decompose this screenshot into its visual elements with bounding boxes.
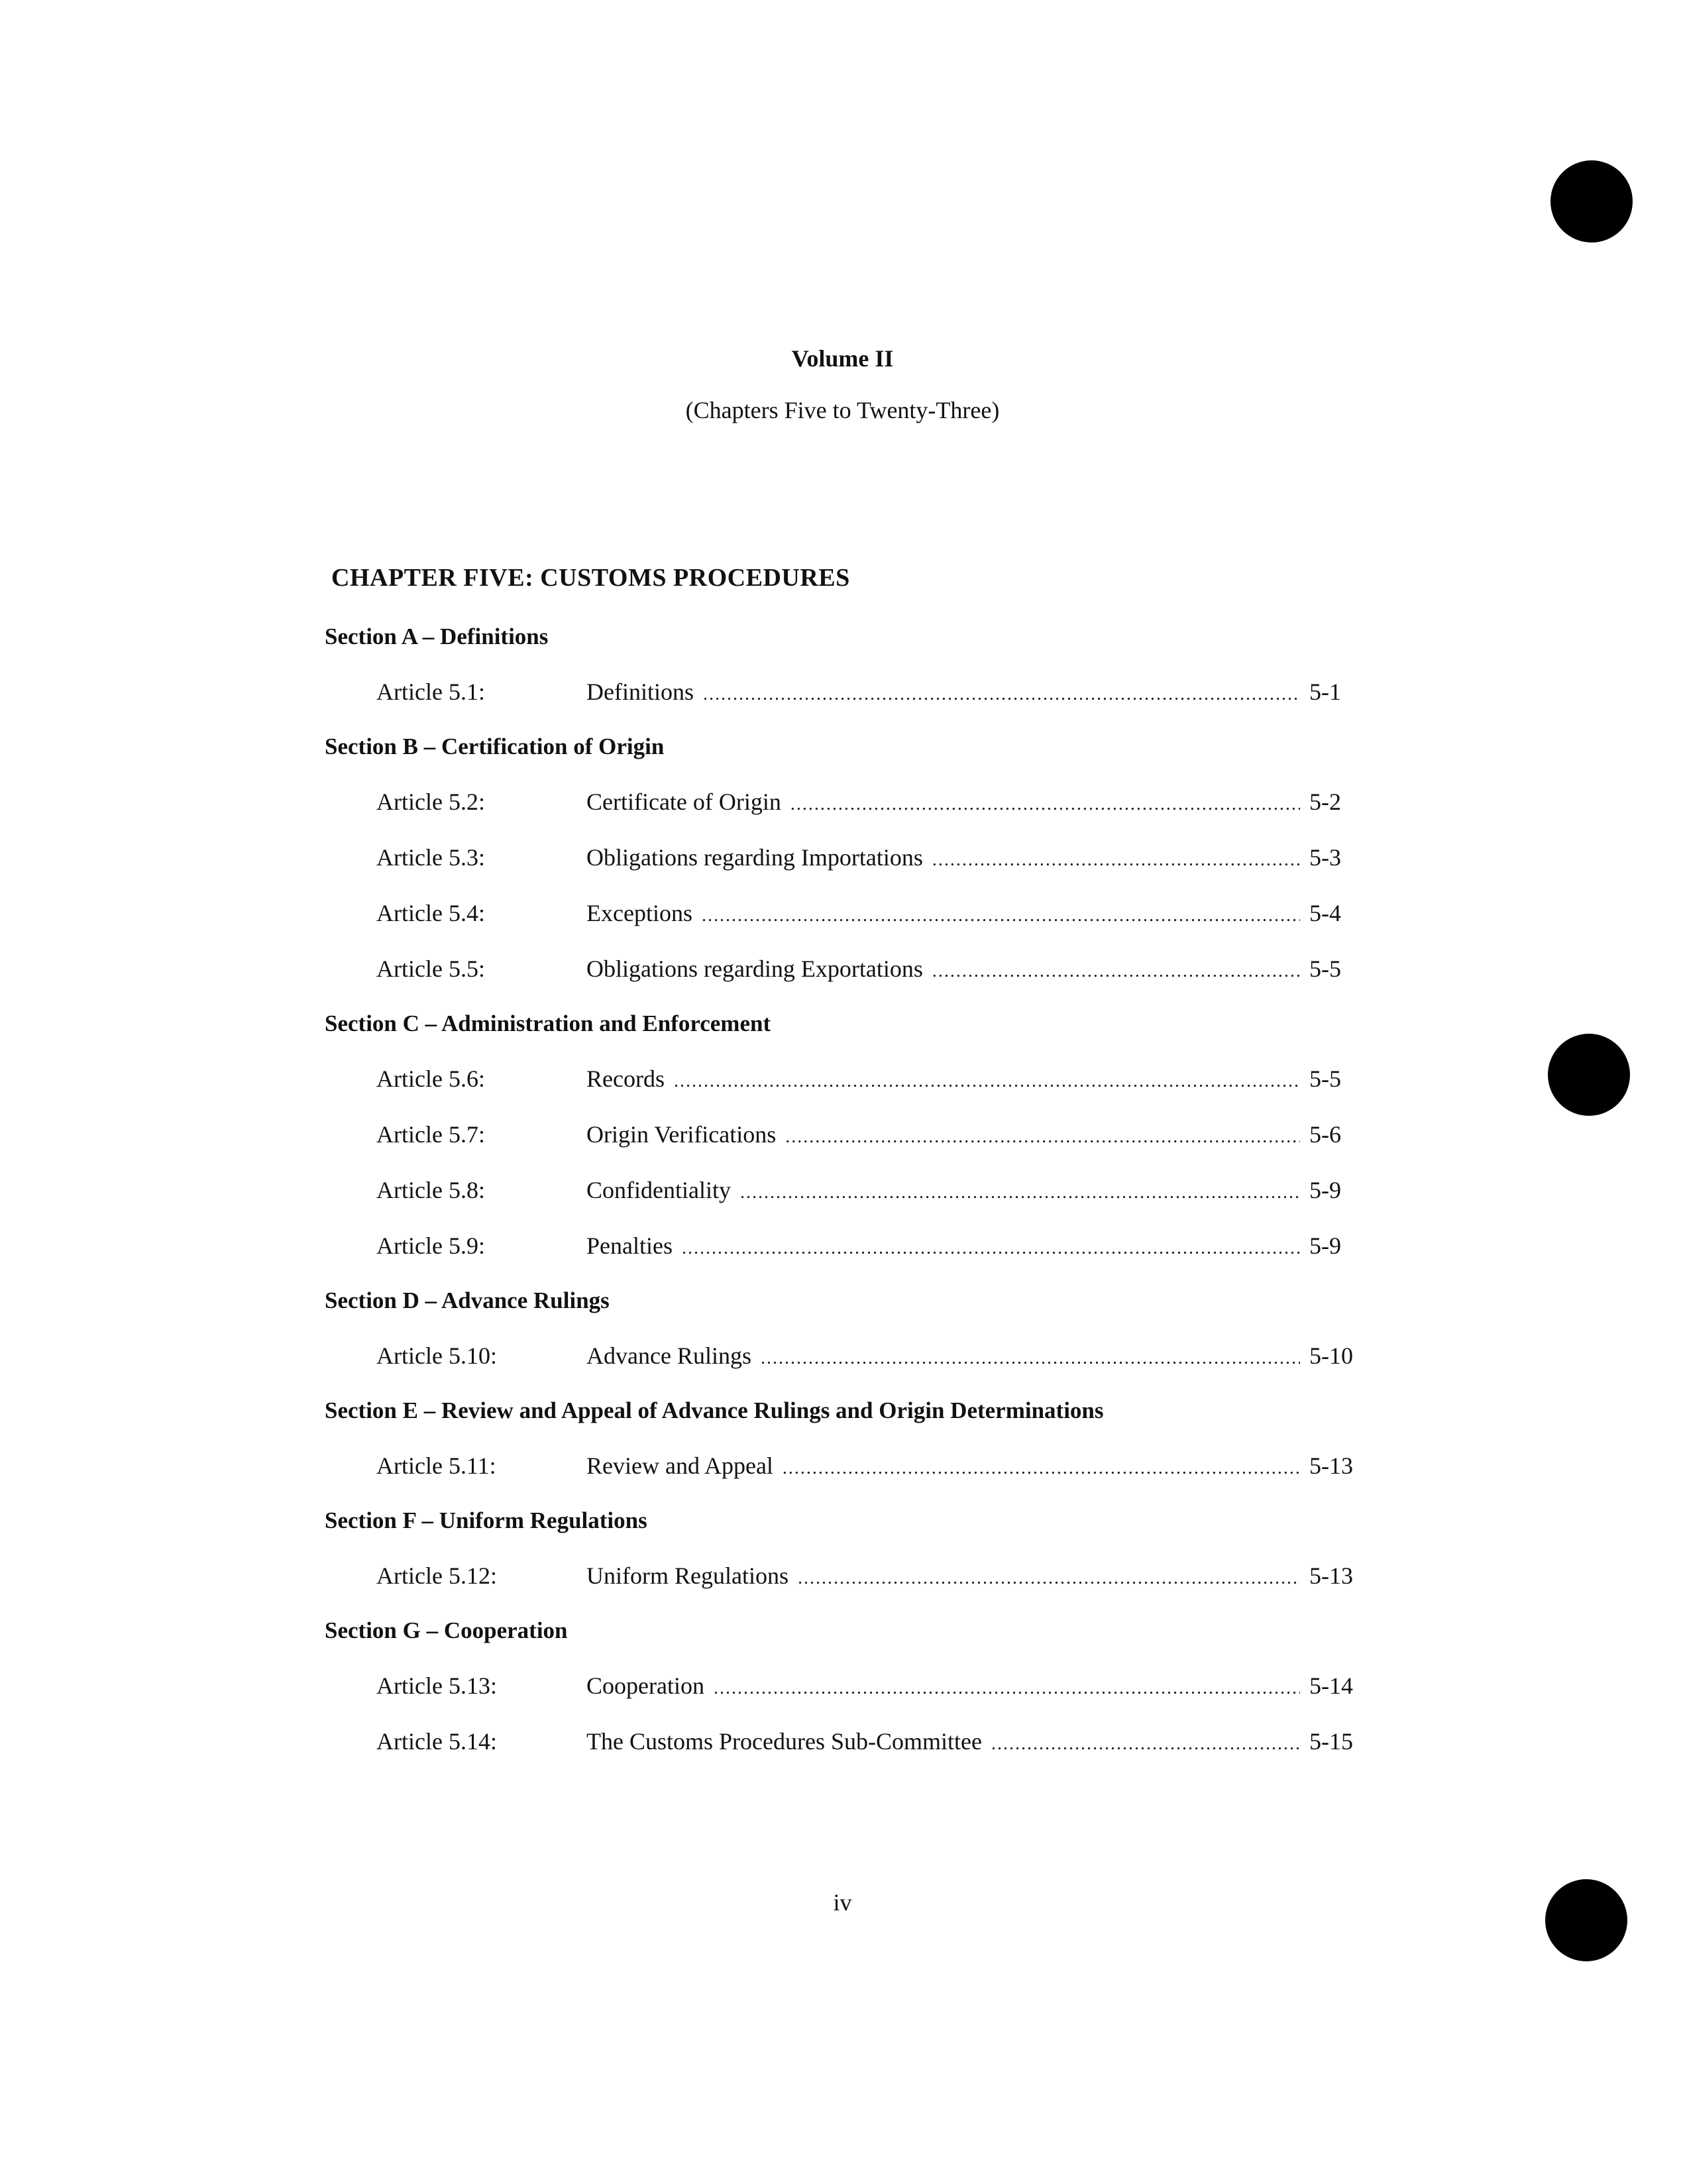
article-title: Advance Rulings [586,1342,751,1369]
toc-entry [325,830,1358,885]
article-number: Article 5.6: [376,1065,485,1092]
article-page: 5-6 [1309,1121,1341,1148]
dot-leader [932,944,1300,999]
article-page: 5-4 [1309,900,1341,926]
dot-leader [991,1716,1300,1772]
toc-entry [325,885,1358,941]
article-number: Article 5.2: [376,789,485,815]
article-page: 5-3 [1309,844,1341,871]
volume-title: Volume II [791,345,894,372]
section-heading: Section G – Cooperation [325,1617,568,1643]
toc-entry [325,664,1358,720]
dot-leader [703,667,1300,722]
toc-entry [325,1051,1358,1107]
article-page: 5-9 [1309,1232,1341,1259]
article-number: Article 5.9: [376,1232,485,1259]
dot-leader [785,1109,1300,1165]
article-number: Article 5.7: [376,1121,485,1148]
section-heading: Section E – Review and Appeal of Advance Rulings and Origin Determinations [325,1397,1104,1423]
volume-subtitle: (Chapters Five to Twenty-Three) [685,397,1000,423]
article-title: Confidentiality [586,1177,731,1203]
article-number: Article 5.11: [376,1452,496,1479]
article-number: Article 5.5: [376,956,485,982]
article-page: 5-10 [1309,1342,1353,1369]
dot-leader [798,1551,1300,1606]
article-number: Article 5.4: [376,900,485,926]
article-page: 5-9 [1309,1177,1341,1203]
article-number: Article 5.3: [376,844,485,871]
article-title: Uniform Regulations [586,1562,788,1589]
punch-hole-middle [1548,1034,1630,1116]
dot-leader [783,1441,1300,1496]
dot-leader [761,1331,1300,1386]
dot-leader [714,1661,1300,1716]
article-page: 5-13 [1309,1562,1353,1589]
article-page: 5-2 [1309,789,1341,815]
section-heading: Section B – Certification of Origin [325,734,665,759]
article-title: Review and Appeal [586,1452,773,1479]
article-title: Cooperation [586,1672,704,1699]
dot-leader [674,1054,1300,1109]
article-title: Origin Verifications [586,1121,777,1148]
article-number: Article 5.14: [376,1728,497,1755]
toc-entry [325,1438,1358,1494]
article-number: Article 5.1: [376,679,485,705]
dot-leader [790,777,1300,832]
toc-entry [325,1658,1358,1714]
section-heading: Section A – Definitions [325,624,549,649]
article-page: 5-13 [1309,1452,1353,1479]
article-number: Article 5.12: [376,1562,497,1589]
toc-entry [325,1107,1358,1162]
article-title: Obligations regarding Importations [586,844,923,871]
toc-entry [325,941,1358,997]
article-title: Obligations regarding Exportations [586,956,923,982]
article-title: Penalties [586,1232,673,1259]
page-number: iv [833,1889,852,1916]
section-heading: Section F – Uniform Regulations [325,1507,647,1533]
article-page: 5-14 [1309,1672,1353,1699]
dot-leader [740,1165,1300,1221]
article-number: Article 5.8: [376,1177,485,1203]
toc-entry [325,1218,1358,1274]
article-page: 5-5 [1309,1065,1341,1092]
article-page: 5-5 [1309,956,1341,982]
toc-entry [325,774,1358,830]
article-title: Records [586,1065,665,1092]
dot-leader [702,888,1300,944]
toc-entry [325,1548,1358,1604]
article-title: Certificate of Origin [586,789,781,815]
article-title: Exceptions [586,900,692,926]
toc-entry [325,1328,1358,1384]
article-number: Article 5.13: [376,1672,497,1699]
section-heading: Section C – Administration and Enforcement [325,1010,771,1036]
article-page: 5-15 [1309,1728,1353,1755]
toc-entry [325,1162,1358,1218]
chapter-title: CHAPTER FIVE: CUSTOMS PROCEDURES [331,564,850,592]
punch-hole-top [1550,160,1633,243]
article-number: Article 5.10: [376,1342,497,1369]
toc-entry [325,1714,1358,1769]
table-of-contents [325,610,1358,1769]
article-title: Definitions [586,679,694,705]
article-page: 5-1 [1309,679,1341,705]
section-heading: Section D – Advance Rulings [325,1287,610,1313]
dot-leader [682,1221,1300,1276]
dot-leader [932,832,1300,888]
article-title: The Customs Procedures Sub-Committee [586,1728,982,1755]
